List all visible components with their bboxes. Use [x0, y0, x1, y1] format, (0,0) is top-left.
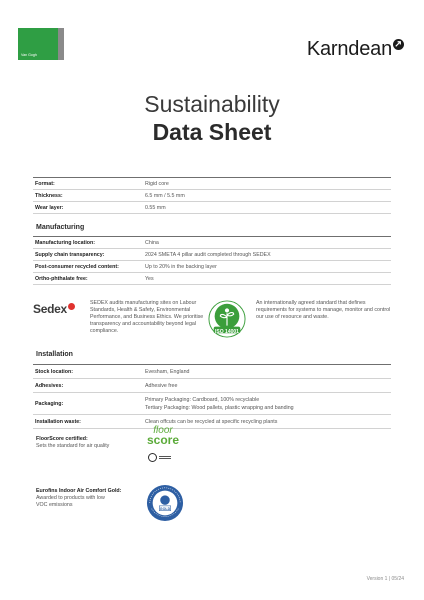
- eurofins-gold-badge-icon: [146, 484, 184, 522]
- row-label: Wear layer:: [35, 204, 64, 211]
- spec-table: [33, 177, 391, 214]
- iso-description: An internationally agreed standard that defines requirements for systems to manage, monitor and control our use of resource and waste.: [256, 300, 391, 320]
- manufacturing-table: [33, 236, 391, 285]
- floorscore-seal: [148, 453, 171, 462]
- row-value: 0.55 mm: [145, 204, 166, 211]
- row-value: China: [145, 239, 159, 246]
- row-value-line: Tertiary Packaging: Wood pallets, plastic wrapping and banding: [145, 404, 294, 411]
- page-title-line1: Sustainability: [144, 91, 280, 117]
- row-label: Ortho-phthalate free:: [35, 275, 88, 282]
- row-label: Post-consumer recycled content:: [35, 263, 119, 270]
- row-label: Packaging:: [35, 400, 64, 407]
- floorscore-logo-line2: score: [146, 433, 180, 447]
- eurofins-subtitle: Awarded to products with low VOC emissions: [36, 495, 105, 508]
- brand-tile-tag: Van Gogh: [21, 53, 37, 57]
- row-label: Thickness:: [35, 192, 63, 199]
- sedex-logo-text: Sedex: [33, 302, 67, 316]
- seal-text-bars-icon: [159, 455, 171, 460]
- row-value: 2024 SMETA 4 pillar audit completed through SEDEX: [145, 251, 271, 258]
- table-row: [33, 415, 391, 429]
- row-label: Supply chain transparency:: [35, 251, 105, 258]
- table-row: [33, 365, 391, 379]
- eurofins-title: Eurofins Indoor Air Comfort Gold:: [36, 488, 122, 494]
- row-value: Yes: [145, 275, 154, 282]
- floorscore-logo-line1: floor: [153, 425, 173, 436]
- row-value: [145, 379, 391, 392]
- table-row: [33, 273, 391, 285]
- row-label: Installation waste:: [35, 418, 81, 425]
- floorscore-logo: [146, 426, 180, 446]
- row-value: [145, 393, 391, 414]
- karndean-logo: [307, 38, 404, 61]
- table-row: [33, 249, 391, 261]
- row-value: [145, 415, 391, 428]
- row-value: Rigid core: [145, 180, 169, 187]
- page-title-line2: Data Sheet: [152, 119, 272, 145]
- row-value: Up to 20% in the backing layer: [145, 263, 217, 270]
- version-label: Version 1 | 05/24: [366, 576, 404, 582]
- row-value-line: Primary Packaging: Cardboard, 100% recyclable: [145, 396, 260, 403]
- row-value-line: Adhesive free: [145, 382, 178, 389]
- table-row: [33, 379, 391, 393]
- sedex-logo-dot-icon: [68, 303, 75, 310]
- eurofins-badge-label: GOLD: [159, 507, 171, 511]
- row-label: Stock location:: [35, 368, 73, 375]
- iso-badge-label: ISO 14001: [215, 329, 239, 335]
- table-row: [33, 261, 391, 273]
- manufacturing-heading: Manufacturing: [36, 224, 85, 231]
- table-row: [33, 202, 391, 214]
- row-label: Manufacturing location:: [35, 239, 96, 246]
- seal-circle-icon: [148, 453, 157, 462]
- product-brand-tile: [18, 28, 64, 60]
- floorscore-subtitle: Sets the standard for air quality: [36, 443, 110, 449]
- logo-text: Karndean: [306, 38, 392, 60]
- sedex-logo: [33, 302, 75, 316]
- row-value: [145, 365, 391, 378]
- sedex-description: SEDEX audits manufacturing sites on Labour Standards, Health & Safety, Environmental Performance, and Business Ethics. We prioritise transparency and accountability beyond legal compliance.: [90, 300, 204, 334]
- row-value-line: Evesham, England: [145, 368, 190, 375]
- table-row: [33, 393, 391, 415]
- brand-tile-strip: [58, 28, 64, 60]
- table-row: [33, 237, 391, 249]
- brand-tile-main: [18, 28, 58, 60]
- table-row: [33, 178, 391, 190]
- row-value: 6.5 mm / 5.5 mm: [145, 192, 185, 199]
- table-row: [33, 190, 391, 202]
- installation-table: [33, 364, 391, 429]
- row-label: Adhesives:: [35, 382, 64, 389]
- logo-mark-icon: [393, 39, 404, 50]
- installation-heading: Installation: [36, 351, 73, 358]
- row-value-line: Clean offcuts can be recycled at specific recycling plants: [145, 418, 278, 425]
- floorscore-title: FloorScore certified:: [36, 436, 88, 442]
- row-label: Format:: [35, 180, 55, 187]
